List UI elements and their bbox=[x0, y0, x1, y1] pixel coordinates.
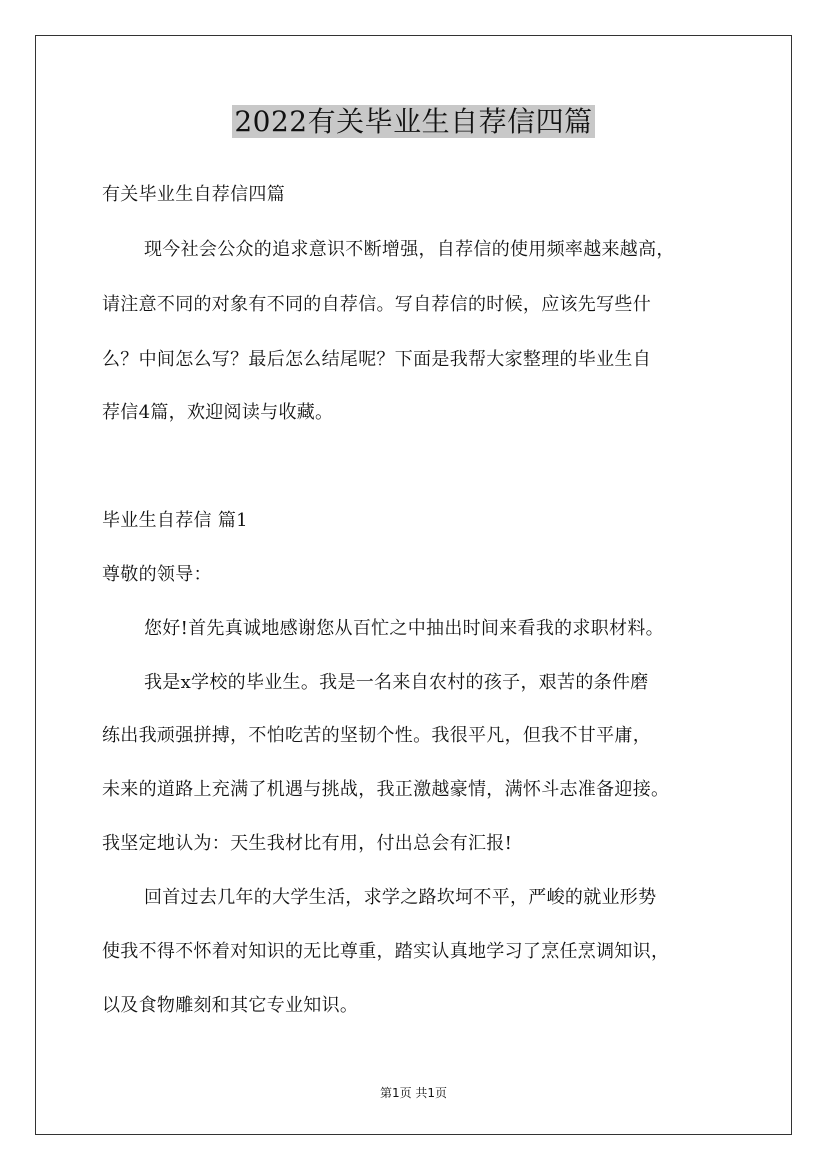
paragraph-line: 以及食物雕刻和其它专业知识。 bbox=[102, 995, 359, 1016]
document-title bbox=[0, 103, 827, 141]
document-title-text: 2022有关毕业生自荐信四篇 bbox=[234, 105, 593, 138]
section-heading: 毕业生自荐信 篇1 bbox=[102, 510, 248, 531]
salutation: 尊敬的领导： bbox=[102, 564, 212, 585]
subtitle: 有关毕业生自荐信四篇 bbox=[102, 184, 285, 205]
paragraph-line: 荐信4篇，欢迎阅读与收藏。 bbox=[102, 402, 334, 423]
paragraph-line: 我坚定地认为：天生我材比有用，付出总会有汇报! bbox=[102, 833, 513, 854]
paragraph-line: 我是x学校的毕业生。我是一名来自农村的孩子，艰苦的条件磨 bbox=[144, 672, 649, 693]
paragraph-line: 您好!首先真诚地感谢您从百忙之中抽出时间来看我的求职材料。 bbox=[144, 618, 664, 639]
paragraph-line: 未来的道路上充满了机遇与挑战，我正激越豪情，满怀斗志准备迎接。 bbox=[102, 779, 670, 800]
paragraph-line: 请注意不同的对象有不同的自荐信。写自荐信的时候，应该先写些什 bbox=[102, 294, 651, 315]
paragraph-line: 使我不得不怀着对知识的无比尊重，踏实认真地学习了烹任烹调知识， bbox=[102, 941, 670, 962]
page-footer: 第1页 共1页 bbox=[379, 1086, 448, 1100]
paragraph-line: 回首过去几年的大学生活，求学之路坎坷不平，严峻的就业形势 bbox=[144, 887, 657, 908]
paragraph-line: 练出我顽强拼搏，不怕吃苦的坚韧个性。我很平凡，但我不甘平庸， bbox=[102, 725, 651, 746]
paragraph-line: 现今社会公众的追求意识不断增强，自荐信的使用频率越来越高， bbox=[144, 239, 675, 260]
paragraph-line: 么？中间怎么写？最后怎么结尾呢？下面是我帮大家整理的毕业生自 bbox=[102, 349, 651, 370]
